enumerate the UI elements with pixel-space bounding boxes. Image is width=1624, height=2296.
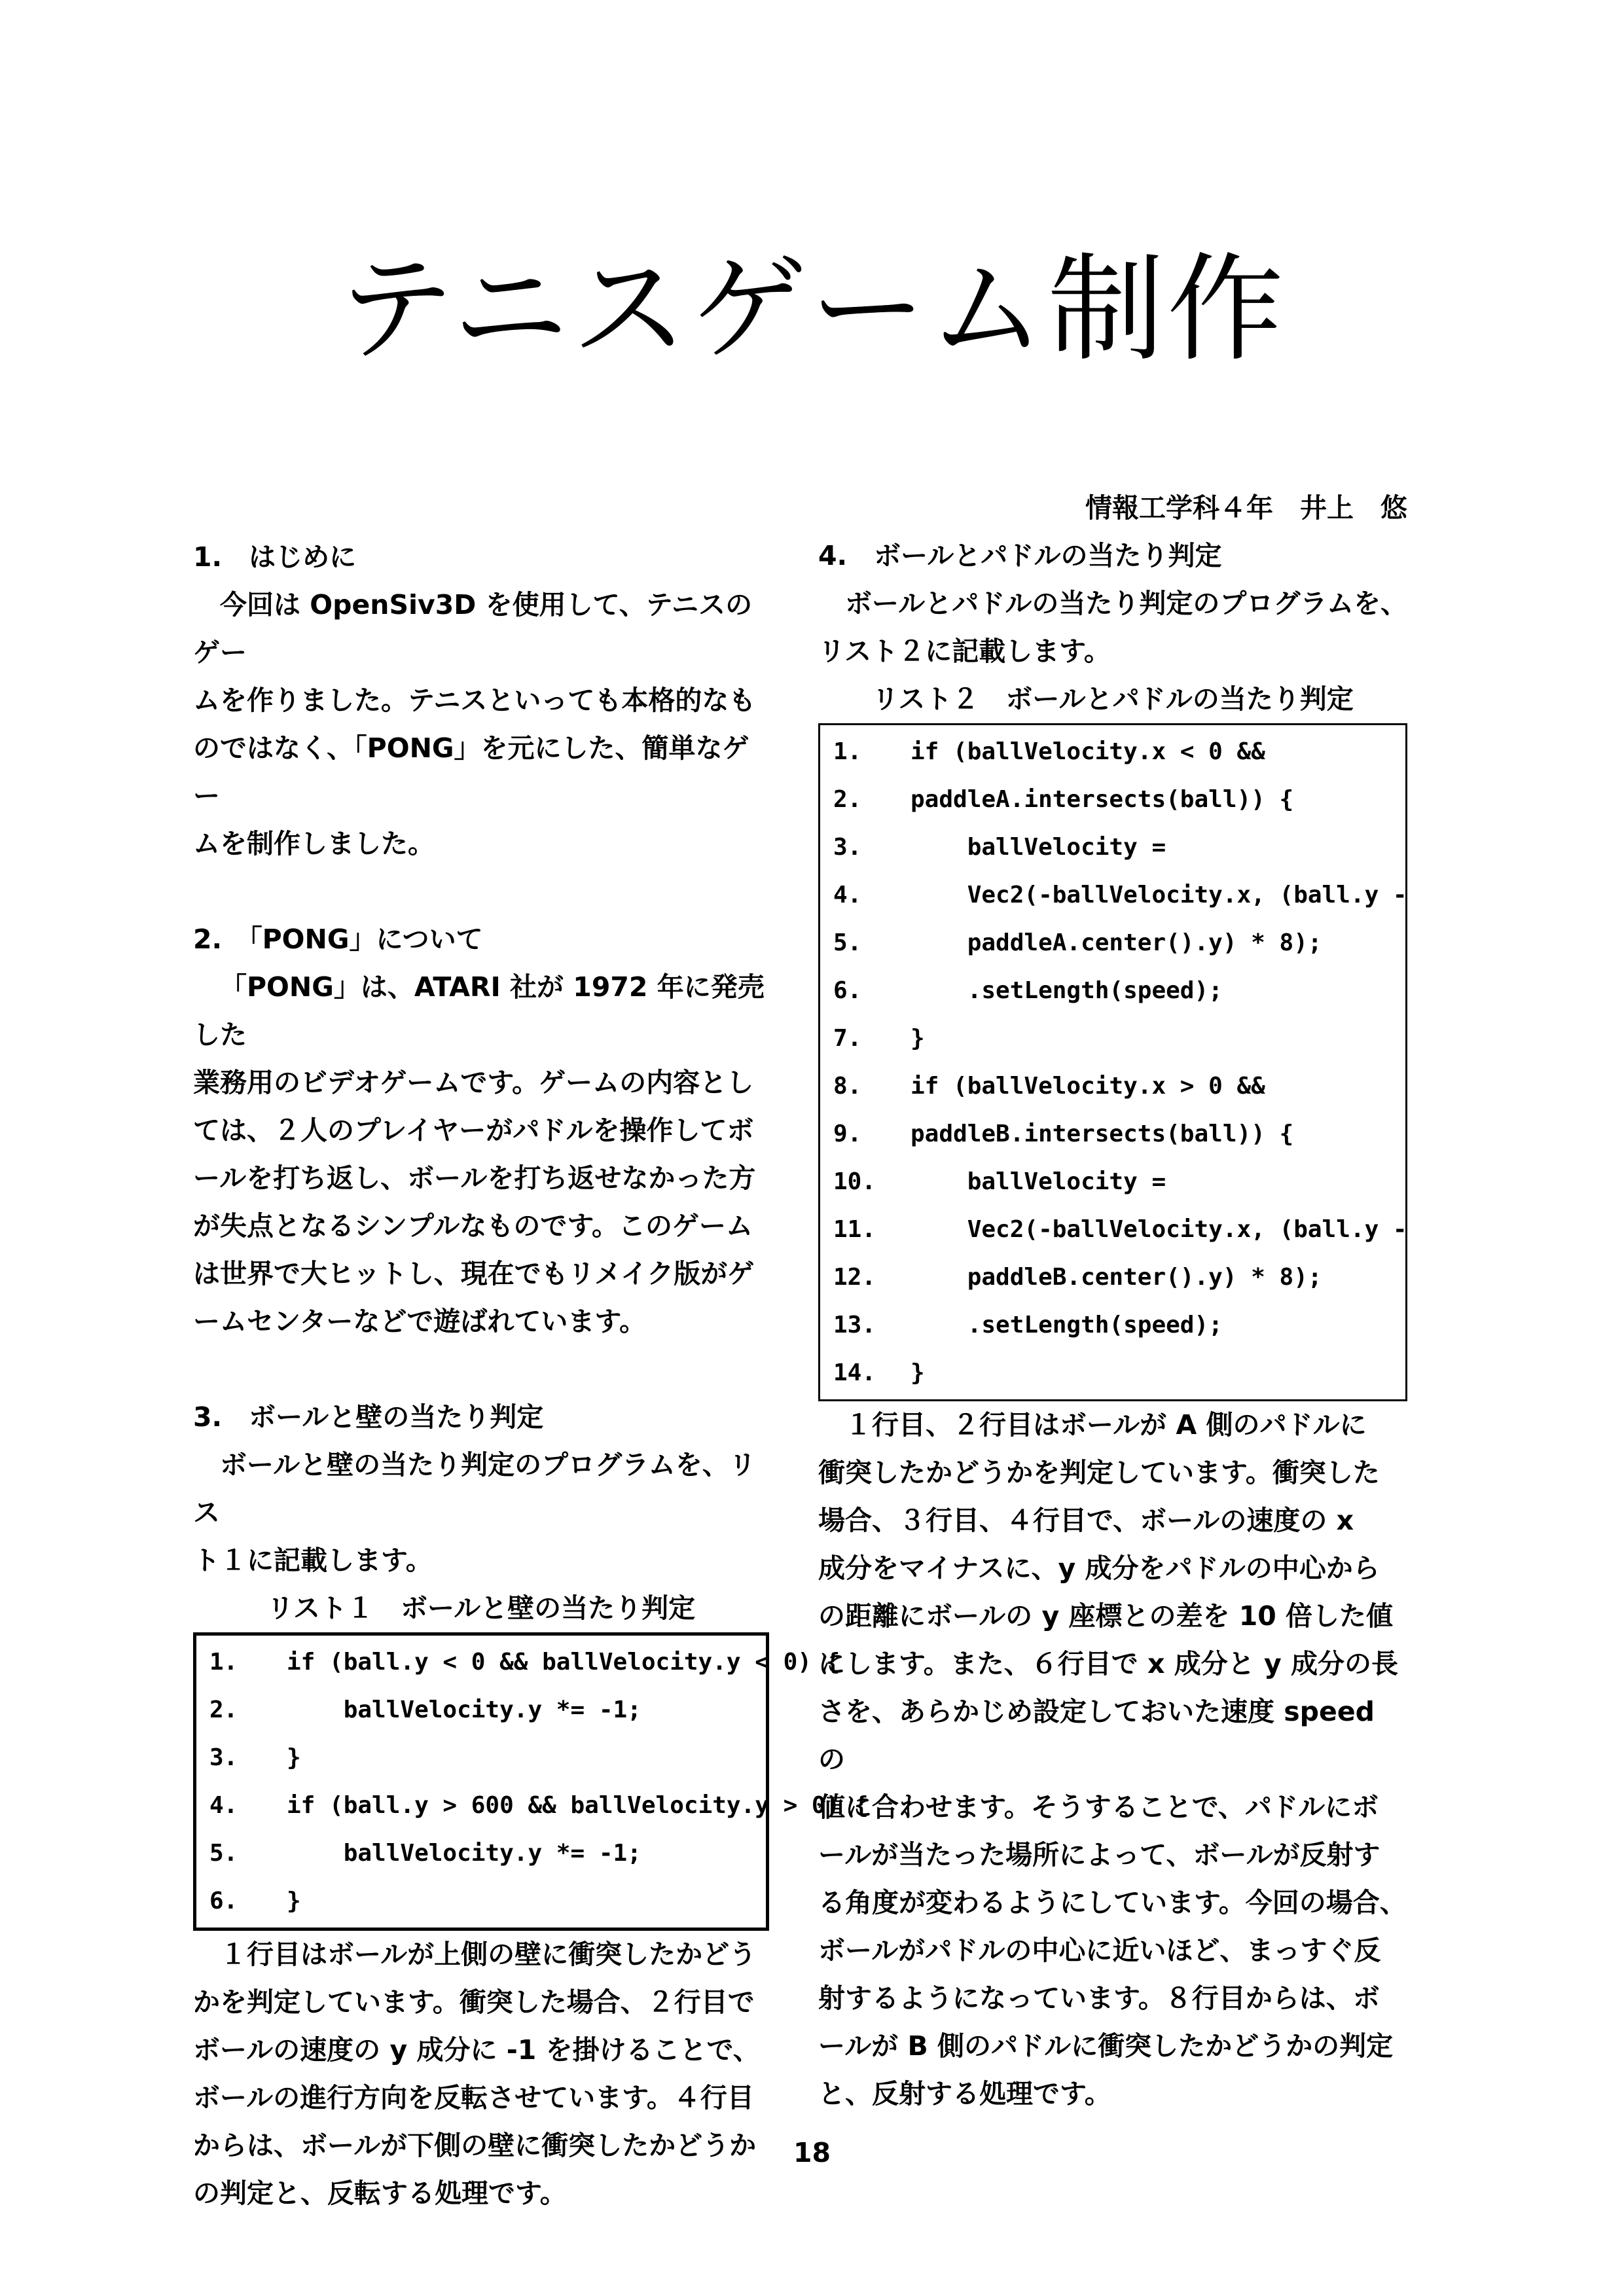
line-number: 1.: [833, 738, 862, 765]
code-line: [833, 919, 1392, 967]
line-number: 9.: [833, 1121, 862, 1147]
line-number: 3.: [833, 834, 862, 861]
section-4-after-line: る角度が変わるようにしています。今回の場合、: [818, 1887, 1407, 1918]
code-text: }: [911, 1359, 925, 1386]
code-line: [833, 728, 1392, 776]
section-3-after-line: ボールの進行方向を反転させています。４行目: [193, 2082, 754, 2113]
section-3-line: ボールと壁の当たり判定のプログラムを、リス: [193, 1449, 756, 1528]
section-4-after-line: ールが B 側のパドルに衝突したかどうかの判定: [818, 2030, 1394, 2062]
code-line: [833, 823, 1392, 871]
section-4-after-line: さを、あらかじめ設定しておいた速度 speed の: [818, 1696, 1375, 1775]
section-4-after-line: の距離にボールの y 座標との差を 10 倍した値: [818, 1600, 1394, 1632]
code-line: [833, 1349, 1392, 1397]
line-number: 4.: [209, 1792, 238, 1819]
page-number: 18: [793, 2137, 831, 2168]
section-4-after-line: 衝突したかどうかを判定しています。衝突した: [818, 1457, 1380, 1488]
code-text: .setLength(speed);: [911, 977, 1223, 1004]
section-4-after-line: 場合、３行目、４行目で、ボールの速度の x: [818, 1505, 1354, 1536]
listing-1-caption: リスト１ ボールと壁の当たり判定: [266, 1592, 696, 1624]
line-number: 10.: [833, 1168, 876, 1195]
section-4-after-line: と、反射する処理です。: [818, 2078, 1111, 2109]
code-text: }: [287, 1744, 301, 1771]
section-4-after-line: 値に合わせます。そうすることで、パドルにボ: [818, 1791, 1379, 1823]
line-number: 5.: [209, 1840, 238, 1867]
section-3-heading: 3. ボールと壁の当たり判定: [193, 1401, 544, 1433]
code-line: [833, 1110, 1392, 1158]
section-4-after-line: にします。また、６行目で x 成分と y 成分の長: [818, 1648, 1398, 1679]
listing-2-caption: リスト２ ボールとパドルの当たり判定: [872, 683, 1354, 715]
section-3-after-line: １行目はボールが上側の壁に衝突したかどう: [220, 1939, 757, 1970]
code-text: Vec2(-ballVelocity.x, (ball.y -: [911, 1216, 1407, 1243]
section-2-line: ールを打ち返し、ボールを打ち返せなかった方: [193, 1162, 756, 1194]
line-number: 1.: [209, 1649, 238, 1676]
code-text: paddleA.center().y) * 8);: [911, 929, 1322, 956]
code-text: }: [287, 1888, 301, 1914]
line-number: 4.: [833, 882, 862, 908]
section-4-after-line: 射するようになっています。８行目からは、ボ: [818, 1982, 1380, 2014]
code-text: }: [911, 1025, 925, 1052]
code-line: [209, 1734, 753, 1782]
code-text: Vec2(-ballVelocity.x, (ball.y -: [911, 882, 1407, 908]
section-2-line: は世界で大ヒットし、現在でもリメイク版がゲ: [193, 1258, 755, 1289]
section-4-after-line: 成分をマイナスに、y 成分をパドルの中心から: [818, 1552, 1380, 1584]
code-line: [209, 1829, 753, 1877]
section-4-after-line: ボールがパドルの中心に近いほど、まっすぐ反: [818, 1935, 1381, 1966]
section-2-line: 業務用のビデオゲームです。ゲームの内容とし: [193, 1067, 754, 1098]
line-number: 7.: [833, 1025, 862, 1052]
line-number: 13.: [833, 1312, 876, 1338]
section-3-line: ト１に記載します。: [193, 1545, 433, 1576]
section-4-line: ボールとパドルの当たり判定のプログラムを、: [845, 588, 1407, 619]
section-4-after-line: ールが当たった場所によって、ボールが反射す: [818, 1839, 1380, 1871]
section-4-after-line: １行目、２行目はボールが A 側のパドルに: [845, 1409, 1367, 1441]
code-line: [833, 1062, 1392, 1110]
section-1-heading: 1. はじめに: [193, 541, 357, 573]
section-1-line: ムを制作しました。: [193, 828, 435, 859]
code-text: paddleB.intersects(ball)) {: [911, 1121, 1294, 1147]
code-line: [833, 1301, 1392, 1349]
section-3-after-line: かを判定しています。衝突した場合、２行目で: [193, 1986, 755, 2018]
code-text: ballVelocity =: [911, 834, 1166, 861]
section-3-after-line: の判定と、反転する処理です。: [193, 2178, 567, 2209]
code-text: .setLength(speed);: [911, 1312, 1223, 1338]
code-text: if (ballVelocity.x < 0 &&: [911, 738, 1265, 765]
code-text: if (ball.y < 0 && ballVelocity.y < 0) {: [287, 1649, 840, 1676]
section-4-line: リスト２に記載します。: [818, 636, 1111, 667]
code-line: [209, 1686, 753, 1734]
right-column: [818, 484, 1407, 2118]
code-line: [209, 1877, 753, 1925]
line-number: 5.: [833, 929, 862, 956]
author-line: 情報工学科４年 井上 悠: [1085, 492, 1407, 524]
section-1-line: ムを作りました。テニスといっても本格的なも: [193, 685, 756, 716]
code-text: if (ball.y > 600 && ballVelocity.y > 0) {: [287, 1792, 869, 1819]
listing-1-box: [193, 1632, 869, 1931]
section-1-line: 今回は OpenSiv3D を使用して、テニスのゲー: [193, 589, 753, 668]
line-number: 12.: [833, 1264, 876, 1291]
line-number: 2.: [209, 1696, 238, 1723]
section-2-line: ては、２人のプレイヤーがパドルを操作してボ: [193, 1115, 754, 1146]
line-number: 2.: [833, 786, 862, 813]
code-line: [833, 1253, 1392, 1301]
code-line: [833, 967, 1392, 1014]
section-2-line: ームセンターなどで遊ばれています。: [193, 1306, 647, 1337]
line-number: 3.: [209, 1744, 238, 1771]
section-3-after-line: ボールの速度の y 成分に -1 を掛けることで、: [193, 2034, 760, 2066]
code-text: ballVelocity =: [911, 1168, 1166, 1195]
line-number: 8.: [833, 1073, 862, 1100]
section-2-line: が失点となるシンプルなものです。このゲーム: [193, 1210, 753, 1242]
code-line: [209, 1638, 840, 1686]
code-text: paddleB.center().y) * 8);: [911, 1264, 1322, 1291]
code-text: ballVelocity.y *= -1;: [287, 1696, 641, 1723]
section-2-line: 「PONG」は、ATARI 社が 1972 年に発売した: [193, 971, 765, 1050]
code-line: [833, 871, 1407, 919]
line-number: 11.: [833, 1216, 876, 1243]
section-1-line: のではなく、「PONG」を元にした、簡単なゲー: [193, 732, 749, 812]
section-4-heading: 4. ボールとパドルの当たり判定: [818, 540, 1222, 571]
document-title: テニスゲーム制作: [338, 242, 1286, 377]
code-text: if (ballVelocity.x > 0 &&: [911, 1073, 1265, 1100]
code-text: ballVelocity.y *= -1;: [287, 1840, 641, 1867]
section-3-after-line: からは、ボールが下側の壁に衝突したかどうか: [193, 2130, 757, 2161]
line-number: 14.: [833, 1359, 876, 1386]
line-number: 6.: [833, 977, 862, 1004]
code-line: [833, 1206, 1407, 1253]
listing-2-box: [818, 723, 1407, 1401]
code-line: [833, 776, 1392, 823]
section-2-heading: 2. 「PONG」について: [193, 924, 483, 955]
code-line: [209, 1782, 869, 1829]
line-number: 6.: [209, 1888, 238, 1914]
code-line: [833, 1158, 1392, 1206]
code-text: paddleA.intersects(ball)) {: [911, 786, 1294, 813]
code-line: [833, 1014, 1392, 1062]
